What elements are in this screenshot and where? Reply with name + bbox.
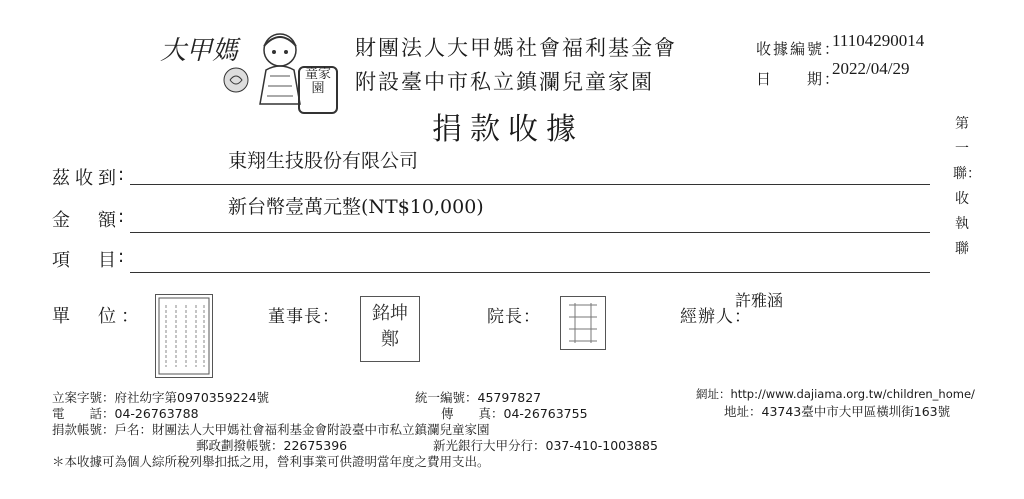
chairman-seal: 銘坤鄭	[360, 296, 420, 362]
postal-account: 郵政劃撥帳號：22675396	[196, 438, 348, 453]
tax-note: ＊本收據可為個人綜所稅列舉扣抵之用，營利事業可供證明當年度之費用支出。	[52, 454, 490, 469]
received-from-label: 茲收到	[52, 168, 121, 189]
receipt-title: 捐款收據	[432, 112, 584, 147]
org-name-line2: 附設臺中市私立鎮瀾兒童家園	[355, 70, 654, 94]
amount-value: 新台幣壹萬元整(NT$10,000)	[228, 196, 484, 218]
website: 網址：http://www.dajiama.org.tw/children_home/	[696, 387, 975, 401]
handler-name: 許雅涵	[735, 291, 784, 310]
date-label: 日 期：	[756, 70, 842, 88]
bank-account: 新光銀行大甲分行：037-410-1003885	[433, 438, 658, 453]
item-label: 項 目	[52, 250, 121, 271]
director-label: 院長：	[487, 307, 541, 327]
org-name-line1: 財團法人大甲媽社會福利基金會	[355, 36, 677, 60]
chairman-label: 董事長：	[268, 307, 340, 327]
received-from-line	[130, 184, 930, 185]
director-seal	[560, 296, 606, 350]
receipt-number-label: 收據編號：	[756, 40, 842, 58]
copy-note: 第一聯：收執聯	[953, 116, 981, 257]
handler-label: 經辦人：	[680, 307, 752, 327]
logo-text: 大甲媽	[160, 36, 239, 66]
item-line	[130, 272, 930, 273]
logo-badge: 童家園	[298, 66, 338, 114]
logo-swirl-icon	[222, 66, 250, 94]
received-from-value: 東翔生技股份有限公司	[228, 150, 419, 172]
phone: 電 話：04-26763788	[52, 406, 199, 421]
unit-label: 單 位：	[52, 306, 144, 327]
amount-label: 金 額	[52, 210, 121, 231]
organization-seal	[155, 294, 213, 378]
address: 地址：43743臺中市大甲區橫圳街163號	[724, 404, 951, 419]
receipt-number: 11104290014	[832, 31, 925, 50]
fax: 傳 真：04-26763755	[441, 406, 588, 421]
donation-account: 捐款帳號：戶名：財團法人大甲媽社會福利基金會附設臺中市私立鎮瀾兒童家園	[52, 422, 490, 437]
tax-id: 統一編號：45797827	[415, 390, 542, 405]
amount-line	[130, 232, 930, 233]
logo	[160, 20, 340, 112]
date-value: 2022/04/29	[832, 59, 910, 78]
license-number: 立案字號：府社幼字第0970359224號	[52, 390, 270, 405]
